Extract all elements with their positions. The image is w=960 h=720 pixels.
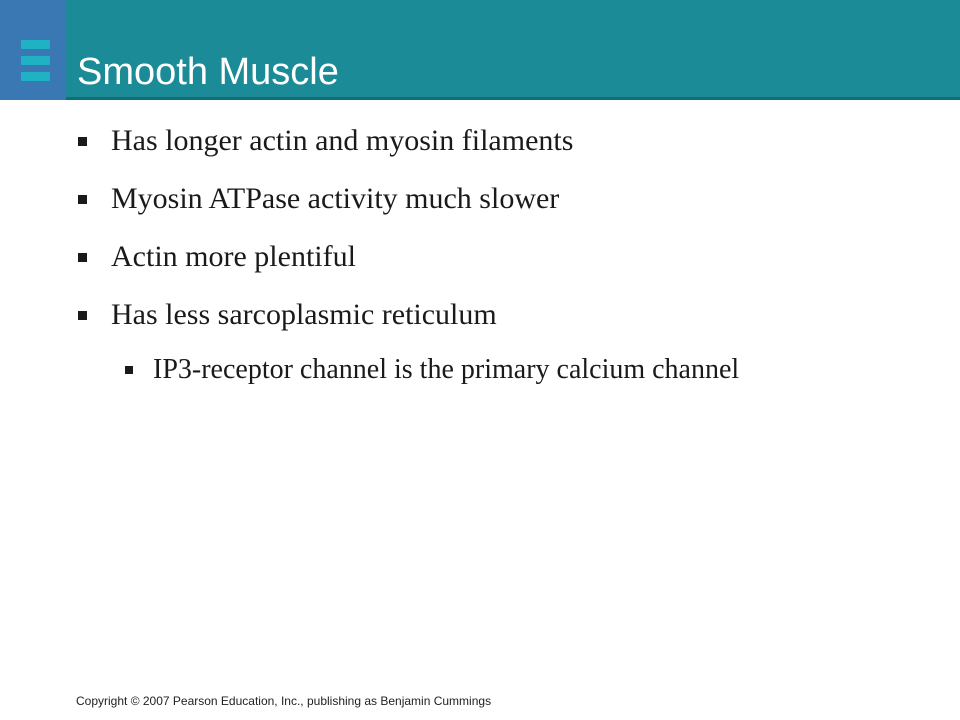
square-bullet-icon [78, 195, 87, 204]
slide-title: Smooth Muscle [77, 51, 339, 93]
bullet-text: Actin more plentiful [111, 240, 356, 273]
square-bullet-icon [78, 137, 87, 146]
square-bullet-icon [78, 253, 87, 262]
bullet-text: Has less sarcoplasmic reticulum [111, 298, 497, 331]
bullet-text: Has longer actin and myosin filaments [111, 124, 574, 157]
square-bullet-icon [78, 311, 87, 320]
sub-bullet-item [153, 352, 739, 388]
bullet-item [111, 237, 356, 277]
bullet-item [111, 179, 559, 219]
bullet-item [111, 295, 497, 335]
bullet-text: Myosin ATPase activity much slower [111, 182, 560, 215]
bullet-item [111, 121, 573, 161]
square-bullet-icon [125, 366, 133, 374]
sub-bullet-text: IP3-receptor channel is the primary calcium channel [153, 354, 740, 385]
copyright-footer: Copyright © 2007 Pearson Education, Inc., publishing as Benjamin Cummings [76, 694, 492, 708]
